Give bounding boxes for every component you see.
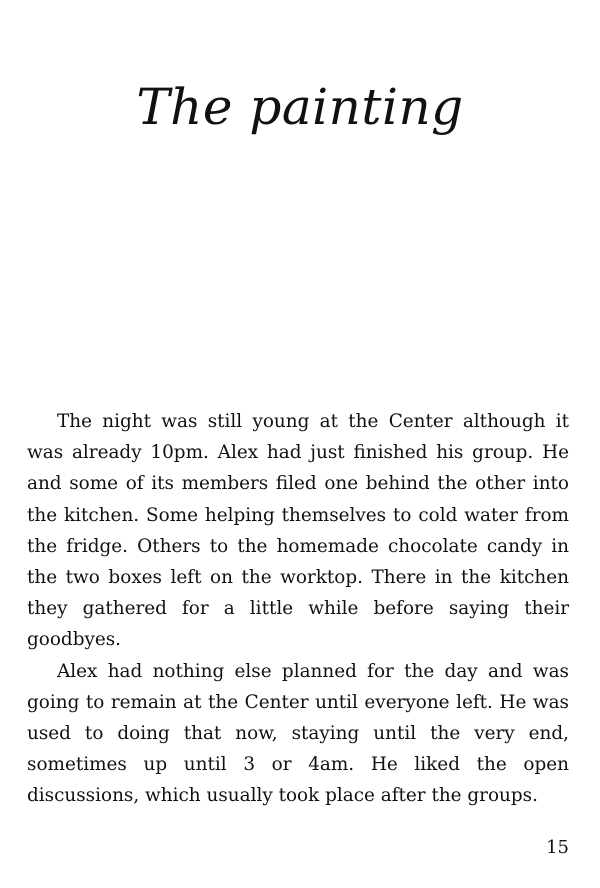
paragraph-2: Alex had nothing else planned for the day and was going to remain at the Center until everyone left. He was used to doing that now, staying until the very end, sometimes up until 3 or 4am. He liked the open discussions, which usually took place after the groups. xyxy=(27,660,569,807)
chapter-title: The painting xyxy=(136,78,464,136)
paragraph-1: The night was still young at the Center although it was already 10pm. Alex had just finished his group. He and some of its members filed one behind the other into the kitchen. Some helping themselves to cold water from the fridge. Others to the homemade chocolate candy in the two boxes left on the worktop. There in the kitchen they gathered for a little while before saying their goodbyes. xyxy=(27,411,569,651)
page-number: 15 xyxy=(546,837,569,858)
chapter-body xyxy=(27,406,569,812)
